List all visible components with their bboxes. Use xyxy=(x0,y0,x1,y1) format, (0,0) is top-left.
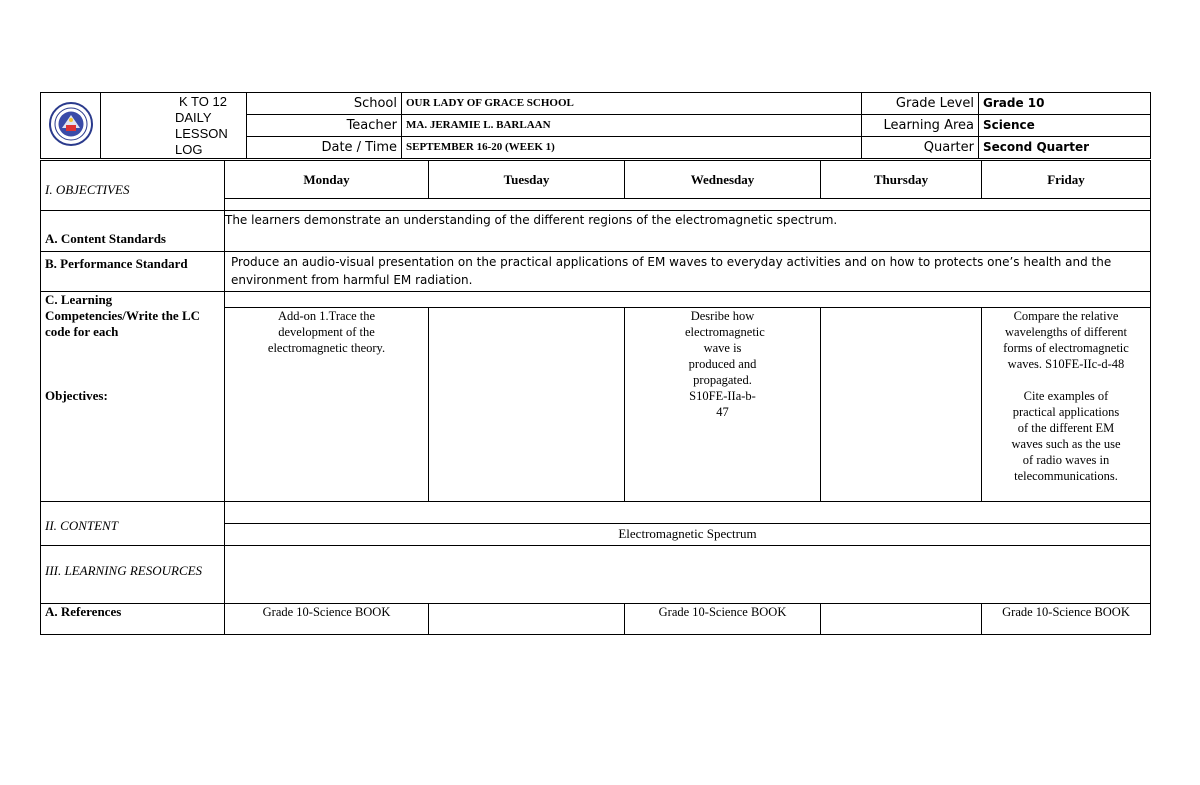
log-title xyxy=(101,93,247,159)
competencies-spacer xyxy=(225,292,1151,308)
learning-area-label: Learning Area xyxy=(862,115,979,137)
day-header-thursday: Thursday xyxy=(821,161,982,199)
learning-resources-spacer xyxy=(225,546,1151,604)
friday-objective xyxy=(982,308,1151,502)
content-topic: Electromagnetic Spectrum xyxy=(225,524,1151,546)
content-standards-label: A. Content Standards xyxy=(41,211,225,252)
objectives-sublabel: Objectives: xyxy=(45,388,108,403)
references-monday: Grade 10-Science BOOK xyxy=(225,604,429,635)
wednesday-objective-text: Desribe how electromagnetic wave is produced and propagated. S10FE-IIa-b-47 xyxy=(685,309,765,419)
teacher-value: MA. JERAMIE L. BARLAAN xyxy=(402,115,862,137)
grade-level-label: Grade Level xyxy=(862,93,979,115)
objectives-spacer xyxy=(225,199,1151,211)
content-heading: II. CONTENT xyxy=(41,502,225,546)
day-header-wednesday: Wednesday xyxy=(625,161,821,199)
grade-level-value: Grade 10 xyxy=(979,93,1151,115)
content-standards-text: The learners demonstrate an understanding of the different regions of the electromagnetic spectrum. xyxy=(225,211,1151,252)
date-time-value: SEPTEMBER 16-20 (WEEK 1) xyxy=(402,137,862,159)
date-time-label: Date / Time xyxy=(247,137,402,159)
seal-icon xyxy=(48,101,94,147)
learning-competencies-label xyxy=(41,292,225,502)
header-table xyxy=(40,92,1151,159)
monday-objective xyxy=(225,308,429,502)
quarter-value: Second Quarter xyxy=(979,137,1151,159)
title-line-2: DAILY LESSON xyxy=(175,110,228,141)
references-tuesday xyxy=(429,604,625,635)
quarter-label: Quarter xyxy=(862,137,979,159)
learning-resources-heading: III. LEARNING RESOURCES xyxy=(41,546,225,604)
references-wednesday: Grade 10-Science BOOK xyxy=(625,604,821,635)
friday-objective-text-1: Compare the relative wavelengths of different forms of electromagnetic waves. S10FE-IIc-d-48 xyxy=(1003,309,1129,371)
day-header-tuesday: Tuesday xyxy=(429,161,625,199)
teacher-label: Teacher xyxy=(247,115,402,137)
deped-seal-logo xyxy=(41,93,101,159)
wednesday-objective xyxy=(625,308,821,502)
references-friday: Grade 10-Science BOOK xyxy=(982,604,1151,635)
content-spacer xyxy=(225,502,1151,524)
title-line-3: LOG xyxy=(175,142,203,157)
references-label: A. References xyxy=(41,604,225,635)
tuesday-objective xyxy=(429,308,625,502)
competencies-label-line-1: C. Learning xyxy=(45,292,113,307)
learning-area-value: Science xyxy=(979,115,1151,137)
title-line-1: K TO 12 xyxy=(179,94,227,109)
day-header-friday: Friday xyxy=(982,161,1151,199)
lesson-table xyxy=(40,160,1151,635)
school-label: School xyxy=(247,93,402,115)
school-value: OUR LADY OF GRACE SCHOOL xyxy=(402,93,862,115)
performance-standard-label: B. Performance Standard xyxy=(41,252,225,292)
references-thursday xyxy=(821,604,982,635)
day-header-monday: Monday xyxy=(225,161,429,199)
competencies-label-line-2: Competencies/Write the LC code for each xyxy=(45,308,201,339)
monday-objective-text: Add-on 1.Trace the development of the electromagnetic theory. xyxy=(267,309,386,355)
friday-objective-text-2: Cite examples of practical applications of the different EM waves such as the use of radio waves in telecommunications. xyxy=(1011,389,1121,483)
performance-standard-text: Produce an audio-visual presentation on the practical applications of EM waves to everyday activities and on how to protects one’s health and the environment from harmful EM radiation. xyxy=(225,252,1151,292)
objectives-heading: I. OBJECTIVES xyxy=(41,161,225,211)
thursday-objective xyxy=(821,308,982,502)
